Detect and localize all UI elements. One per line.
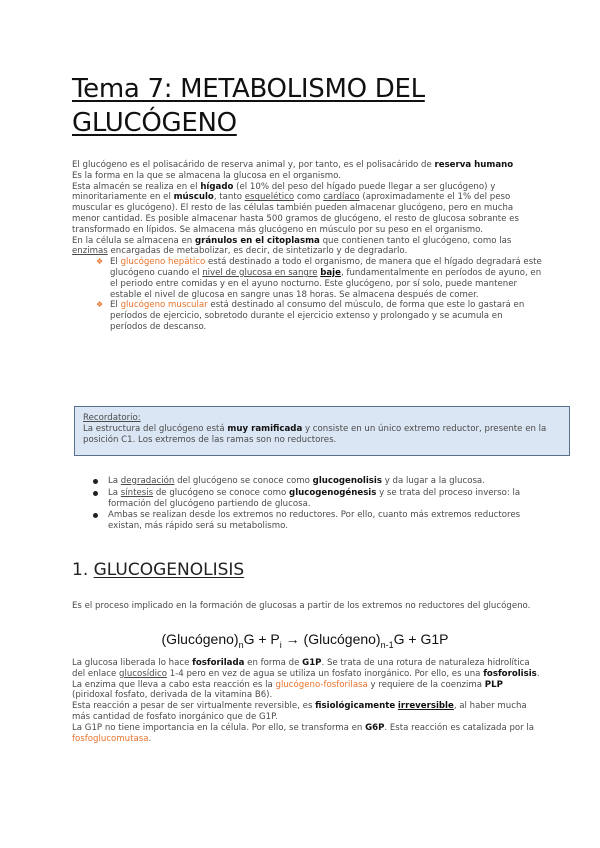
list-item-muscular: ❖ El glucógeno muscular está destinado al consumo del músculo, de forma que este lo gastará en períodos de ejercicio, sobretodo durante el ejercicio extenso y prolongado y se acumula en períodos de descanso. [110,300,542,332]
list-item-degradation: La degradación del glucógeno se conoce como glucogenolisis y da lugar a la glucosa. [108,476,542,487]
section-paragraph-2: Esta reacción a pesar de ser virtualmente reversible, es fisiológicamente irreversible, al haber mucha más cantidad de fosfato inorgánico que de G1P. [72,701,527,722]
reaction-formula: $(Glucógeno)_nG + P_i$ → $(Glucógeno)_{n-1}G + G1P$ [161,631,449,650]
intro-paragraph-1: El glucógeno es el polisacárido de reserva animal y, por tanto, es el polisacárido de reserva humano Es la forma en la que se almacena la glucosa en el organismo. [72,160,514,181]
reminder-text: La estructura del glucógeno está muy ramificada y consiste en un único extremo reductor, presente en la posición C1. Los extremos de las ramas son no reductores. [83,424,547,445]
glycogen-types-list [72,257,542,333]
intro-paragraph-3: En la célula se almacena en gránulos en el citoplasma que contienen tanto el glucógeno, como las enzimas encargadas de metabolizar, es decir, de sintetizarlo y de degradarlo. [72,235,512,257]
section-intro [72,601,542,612]
page-title: Tema 7: METABOLISMO DEL GLUCÓGENO [72,74,425,138]
process-bullets [72,476,542,533]
intro-section [72,160,542,333]
section-intro-text: Es el proceso implicado en la formación de glucosas a partir de los extremos no reductores del glucógeno. [72,601,531,611]
reminder-title: Recordatorio: [83,413,141,423]
intro-paragraph-2: Esta almacén se realiza en el hígado (el 10% del peso del hígado puede llegar a ser glucógeno) y minoritariamente en el músculo, tanto esquelético como cardíaco (aproximadamente el 1% del peso muscular es glucógeno). El resto de las células también pueden almacenar glucógeno, pero en mucha menor cantidad. Es posible almacenar hasta 500 gramos de glucógeno, el resto de glucosa sobrante es transformado en lípidos. Se almacena más glucógeno en músculo por su peso en el organismo. [72,181,519,235]
reminder-box [74,406,570,456]
section-heading-glucogenolisis: 1. GLUCOGENOLISIS [72,560,245,580]
list-item-synthesis: La síntesis de glucógeno se conoce como glucogenogénesis y se trata del proceso inverso: la formación del glucógeno partiendo de glucosa. [108,488,542,510]
section-paragraph-3: La G1P no tiene importancia en la célula. Por ello, se transforma en G6P. Esta reacción es catalizada por la fosfoglucomutasa. [72,722,535,744]
section-paragraph-1: La glucosa liberada lo hace fosforilada en forma de G1P. Se trata de una rotura de naturaleza hidrolítica del enlace glucosídico 1-4 pero en vez de agua se utiliza un fosfato inorgánico. Por ello, es una fosforolisis. La enzima que lleva a cabo esta reacción es la glucógeno-fosforilasa y requiere de la coenzima PLP (piridoxal fosfato, derivada de la vitamina B6). [72,658,540,701]
list-item-both: Ambas se realizan desde los extremos no reductores. Por ello, cuanto más extremos reductores existan, más rápido será su metabolismo. [108,510,542,532]
section-body [72,658,542,744]
list-item-hepatic: ❖ El glucógeno hepático está destinado a todo el organismo, de manera que el hígado degradará este glucógeno cuando el nivel de glucosa en sangre baje, fundamentalmente en períodos de ayuno, en el periodo entre comidas y en el ayuno nocturno. Este glucógeno, por sí solo, puede mantener estable el nivel de glucosa en sangre unas 18 horas. Se almacena después de comer. [110,257,542,300]
